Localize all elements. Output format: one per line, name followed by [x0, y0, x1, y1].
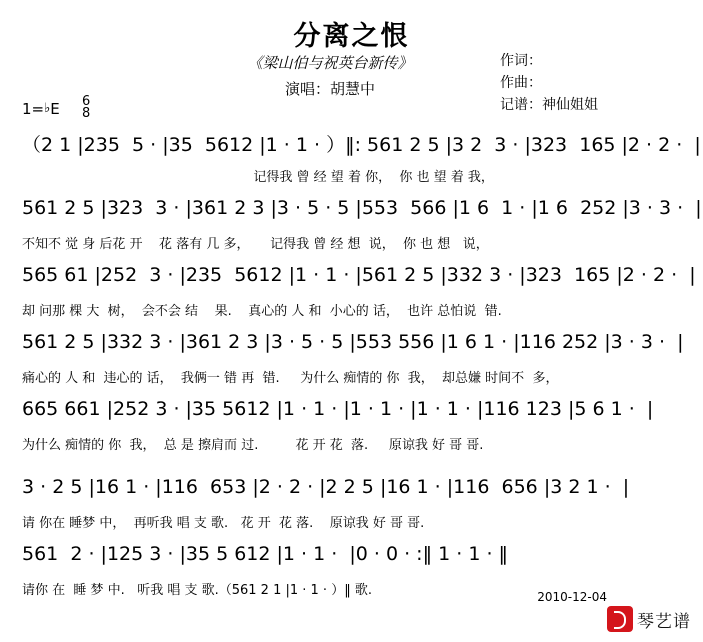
time-signature-numerator: 6	[82, 94, 91, 109]
lyrics-line: 请 你在 睡梦 中， 再听我 唱 支 歌. 花 开 花 落. 原谅我 好 哥 哥.	[22, 516, 425, 531]
lyrics-line: 不知不 觉 身 后花 开 花 落有 几 多， 记得我 曾 经 想 说， 你 也 想 说，	[22, 237, 489, 252]
source-work-subtitle: 《梁山伯与祝英台新传》	[247, 54, 413, 72]
music-system	[0, 331, 703, 397]
notation-line: 565 61 |252 3 · |235 5612 |1 · 1 · |561 2 5 |332 3 · |323 165 |2 · 2 · |	[22, 264, 696, 286]
credits-block	[500, 50, 598, 116]
key-prefix: 1=	[22, 100, 45, 118]
lyrics-line: 为什么 痴情的 你 我， 总 是 擦肩而 过. 花 开 花 落. 原谅我 好 哥 哥.	[22, 438, 484, 453]
lyrics-line: 记得我 曾 经 望 着 你， 你 也 望 着 我，	[22, 170, 494, 185]
lyrics-line: 却 问那 棵 大 树， 会不会 结 果. 真心的 人 和 小心的 话， 也许 总怕说 错.	[22, 304, 502, 319]
music-system	[0, 476, 703, 542]
composer-credit: 作曲：	[500, 75, 542, 91]
notation-line: 3 · 2 5 |16 1 · |116 653 |2 · 2 · |2 2 5 |16 1 · |116 656 |3 2 1 · |	[22, 476, 630, 498]
key-letter: E	[50, 100, 60, 118]
lyrics-line: 请你 在 睡 梦 中. 听我 唱 支 歌.（561 2 1 |1 · 1 · ）‖ 歌.	[22, 583, 372, 598]
music-system	[0, 130, 703, 196]
music-note-logo-icon	[607, 606, 633, 632]
notation-line: 561 2 5 |323 3 · |361 2 3 |3 · 5 · 5 |553 566 |1 6 1 · |1 6 252 |3 · 3 · |	[22, 197, 702, 219]
singer-credit: 演唱：胡慧中	[284, 80, 375, 98]
notation-line: 561 2 5 |332 3 · |361 2 3 |3 · 5 · 5 |553 556 |1 6 1 · |116 252 |3 · 3 · |	[22, 331, 684, 353]
publish-date: 2010-12-04	[537, 590, 607, 604]
site-logo-text: 琴艺谱	[637, 611, 691, 632]
music-system	[0, 264, 703, 330]
music-system	[0, 398, 703, 464]
notation-line: 561 2 · |125 3 · |35 5 612 |1 · 1 · |0 · 0 · :‖ 1 · 1 · ‖	[22, 543, 509, 565]
notator-credit: 记谱：神仙姐姐	[500, 97, 598, 113]
key-signature	[22, 100, 60, 118]
flat-symbol: ♭	[44, 101, 51, 116]
lyricist-credit: 作词：	[500, 53, 542, 69]
time-signature	[82, 96, 90, 120]
lyrics-line: 痛心的 人 和 违心的 话， 我俩一 错 再 错. 为什么 痴情的 你 我， 却总嫌 时间不 多，	[22, 371, 559, 386]
notation-line: （2 1 |235 5 · |35 5612 |1 · 1 · ）‖: 561 2 5 |3 2 3 · |323 165 |2 · 2 · |	[22, 134, 701, 156]
time-signature-denominator: 8	[82, 106, 91, 121]
site-logo[interactable]	[607, 606, 691, 632]
page-title: 分离之恨	[293, 21, 410, 52]
notation-line: 665 661 |252 3 · |35 5612 |1 · 1 · |1 · 1 · |1 · 1 · |116 123 |5 6 1 · |	[22, 398, 654, 420]
music-system	[0, 197, 703, 263]
